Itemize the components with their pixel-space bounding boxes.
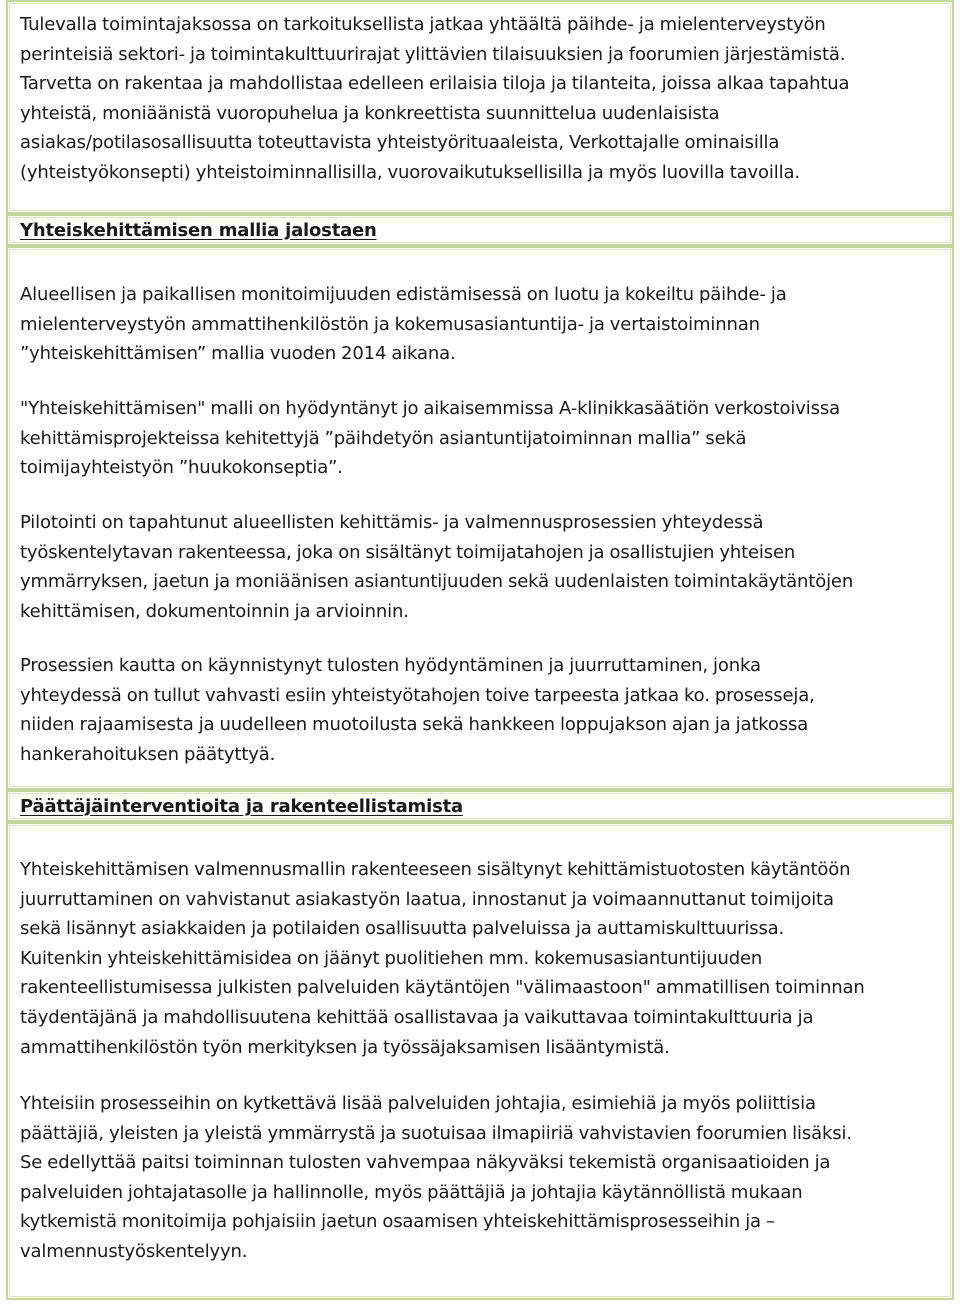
section1-body-cell <box>6 246 954 790</box>
section2-heading-cell <box>6 790 954 822</box>
section2-paragraph-1: Yhteiskehittämisen valmennusmallin rakenteeseen sisältynyt kehittämistuotosten käytäntöön juurruttaminen on vahvistanut asiakastyön laatua, innostanut ja voimaannuttanut toimijoita sekä lisännyt asiakkaiden ja potilaiden osallisuutta palveluissa ja auttamiskulttuurissa. Kuitenkin yhteiskehittämisidea on jäänyt puolitiehen mm. kokemusasiantuntijuuden rakenteellistumisessa julkisten palveluiden käytäntöjen "välimaastoon" ammatillisen toiminnan täydentäjänä ja mahdollisuutena kehittää osallistavaa ja vaikuttavaa toimintakulttuuria ja ammattihenkilöstön työn merkityksen ja työssäjaksamisen lisääntymistä. <box>20 859 865 1058</box>
intro-paragraph: Tulevalla toimintajaksossa on tarkoituksellista jatkaa yhtäältä päihde- ja mielenterveystyön perinteisiä sektori- ja toimintakulttuurirajat ylittävien tilaisuuksien ja foorumien järjestämistä. Tarvetta on rakentaa ja mahdollistaa edelleen erilaisia tiloja ja tilanteita, joissa alkaa tapahtua yhteistä, moniäänistä vuoropuhelua ja konkreettista suunnittelua uudenlaisista asiakas/potilasosallisuutta toteuttavista yhteistyörituaaleista, Verkottajalle ominaisilla (yhteistyökonsepti) yhteistoiminnallisilla, vuorovaikutuksellisilla ja myös luovilla tavoilla. <box>20 14 850 183</box>
section1-paragraph-1: Alueellisen ja paikallisen monitoimijuuden edistämisessä on luotu ja kokeiltu päihde- ja mielenterveystyön ammattihenkilöstön ja kokemusasiantuntija- ja vertaistoiminnan ”yhteiskehittämisen” mallia vuoden 2014 aikana. <box>20 284 787 365</box>
section1-heading: Yhteiskehittämisen mallia jalostaen <box>20 220 377 241</box>
section1-heading-cell <box>6 214 954 246</box>
section2-paragraph-2: Yhteisiin prosesseihin on kytkettävä lisää palveluiden johtajia, esimiehiä ja myös poliittisia päättäjiä, yleisten ja yleistä ymmärrystä ja suotuisaa ilmapiiriä vahvistavien foorumien lisäksi. Se edellyttää paitsi toiminnan tulosten vahvempaa näkyväksi tekemistä organisaatioiden ja palveluiden johtajatasolle ja hallinnolle, myös päättäjiä ja johtajia käytännöllistä mukaan kytkemistä monitoimija pohjaisiin jaetun osaamisen yhteiskehittämisprosesseihin ja – valmennustyöskentelyyn. <box>20 1093 852 1262</box>
intro-cell <box>6 0 954 214</box>
section1-paragraph-4: Prosessien kautta on käynnistynyt tulosten hyödyntäminen ja juurruttaminen, jonka yhteydessä on tullut vahvasti esiin yhteistyötahojen toive tarpeesta jatkaa ko. prosesseja, niiden rajaamisesta ja uudelleen muotoilusta sekä hankkeen loppujakson ajan ja jatkossa hankerahoituksen päätyttyä. <box>20 655 815 765</box>
section1-paragraph-3: Pilotointi on tapahtunut alueellisten kehittämis- ja valmennusprosessien yhteydessä työskentelytavan rakenteessa, joka on sisältänyt toimijatahojen ja osallistujien yhteisen ymmärryksen, jaetun ja moniäänisen asiantuntijuuden sekä uudenlaisten toimintakäytäntöjen kehittämisen, dokumentoinnin ja arvioinnin. <box>20 512 854 622</box>
section2-body-cell <box>6 822 954 1300</box>
section1-paragraph-2: "Yhteiskehittämisen" malli on hyödyntänyt jo aikaisemmissa A-klinikkasäätiön verkostoivissa kehittämisprojekteissa kehitettyjä ”päihdetyön asiantuntijatoiminnan mallia” sekä toimijayhteistyön ”huukokonseptia”. <box>20 398 840 479</box>
section2-heading: Päättäjäinterventioita ja rakenteellistamista <box>20 796 463 817</box>
